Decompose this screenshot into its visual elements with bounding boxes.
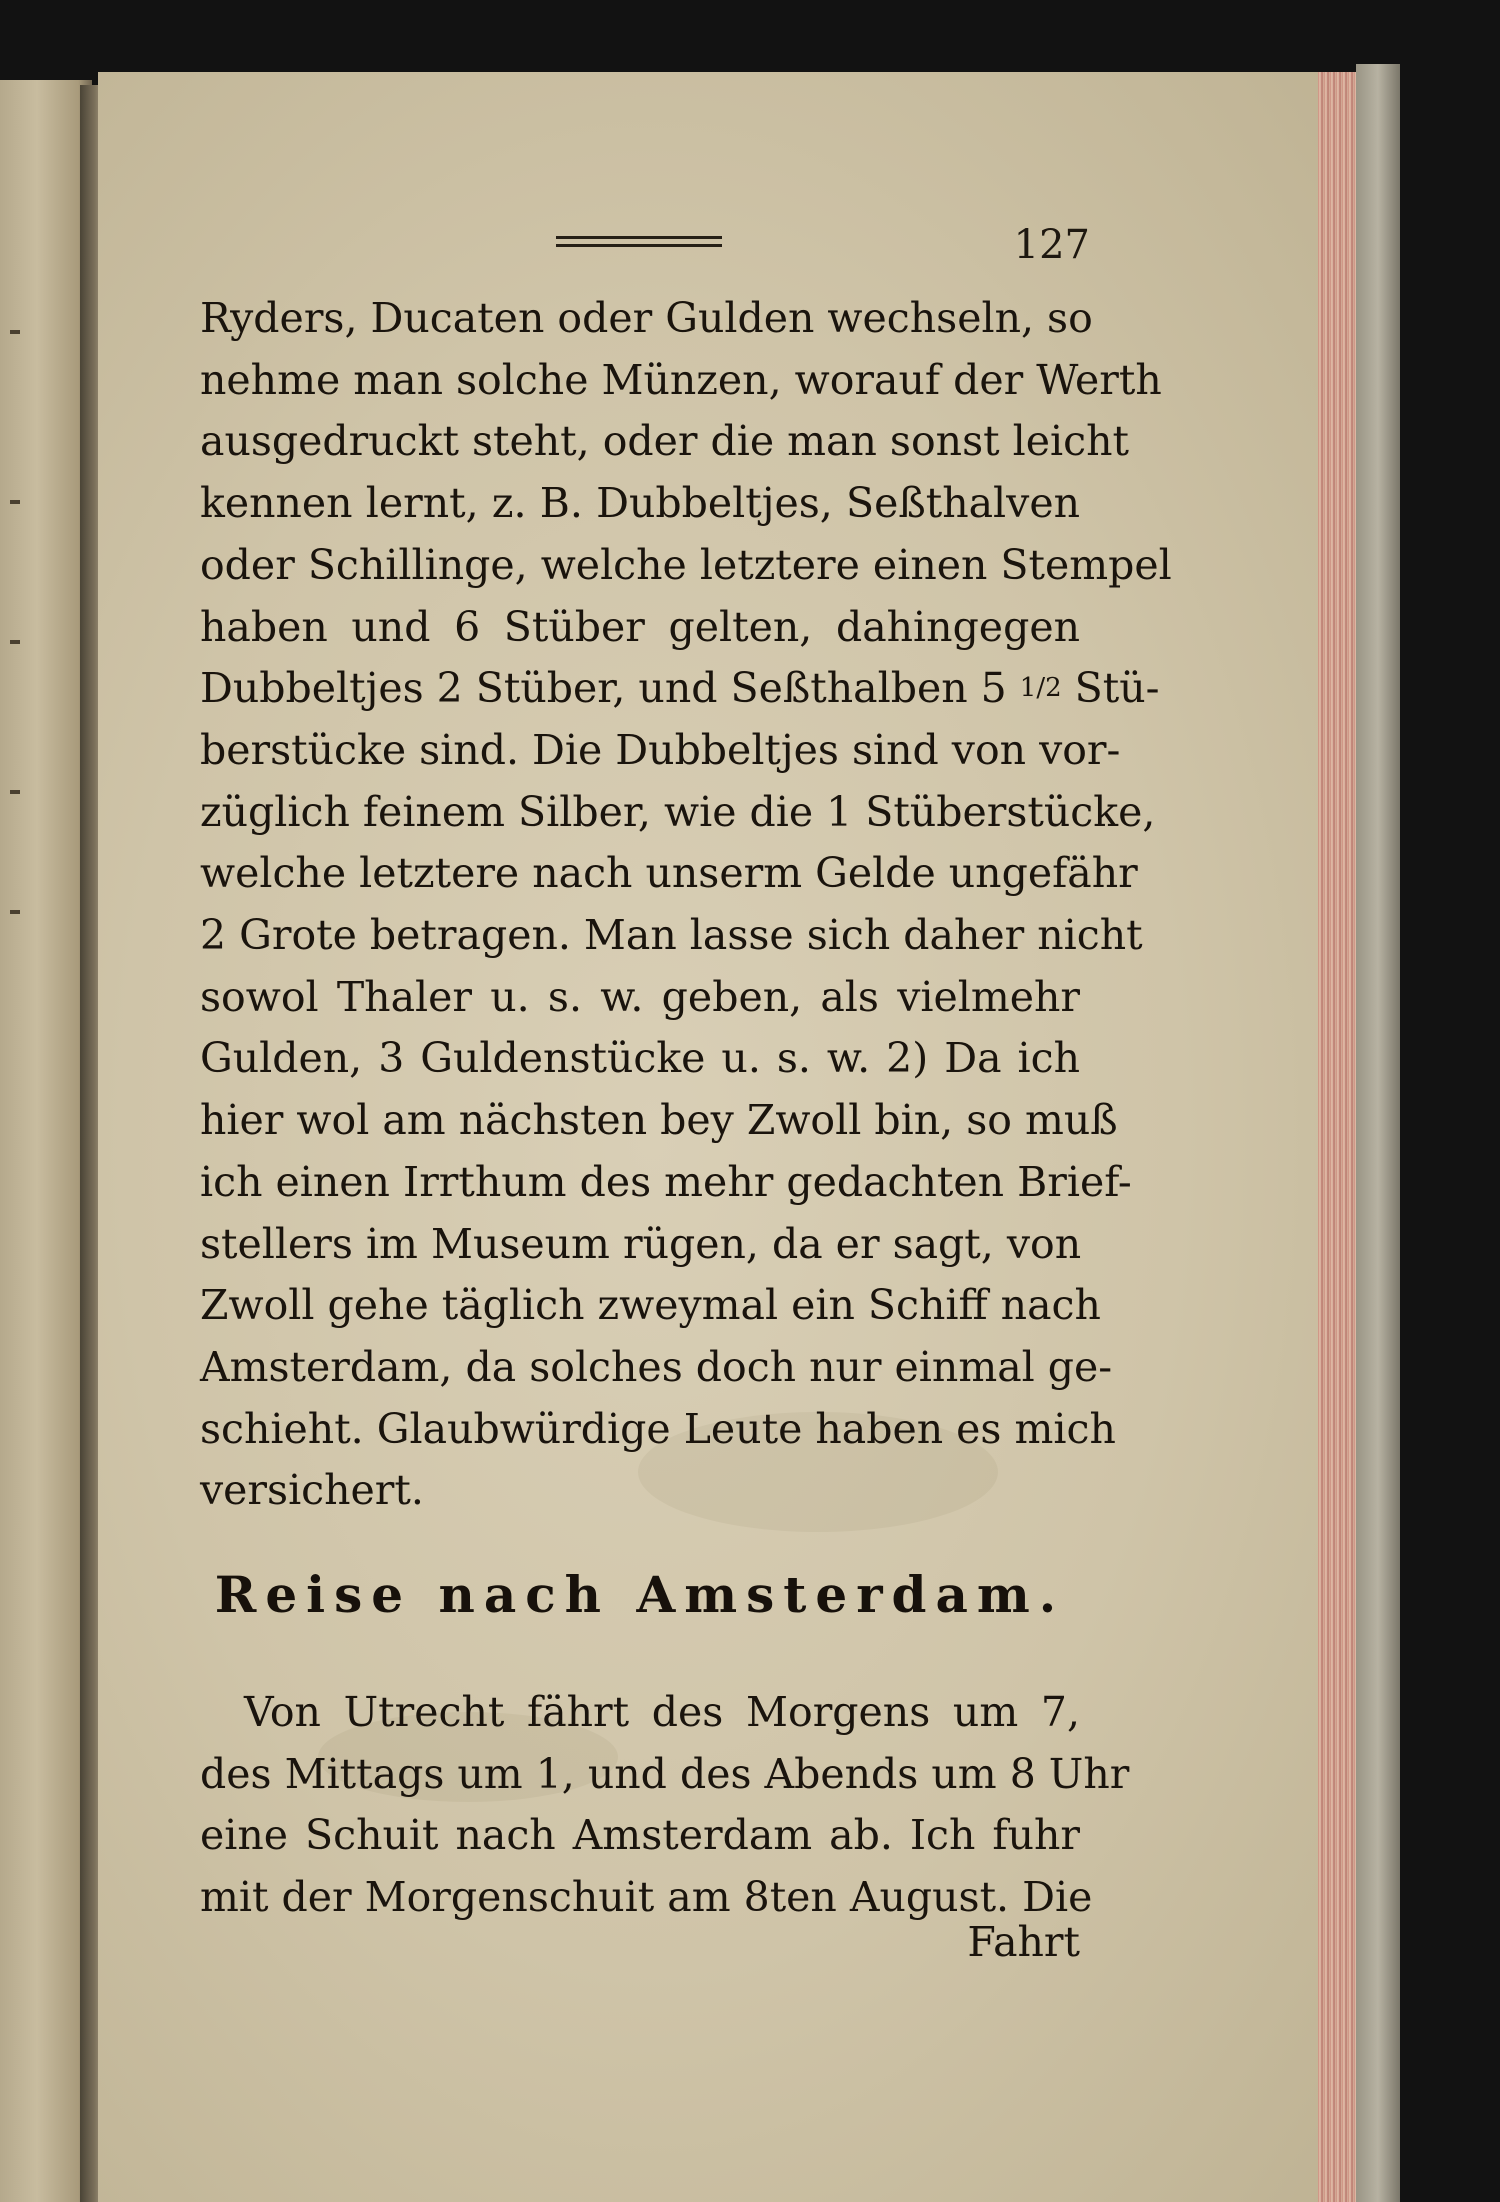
text-line: Gulden, 3 Guldenstücke u. s. w. 2) Da ich — [200, 1034, 1080, 1083]
section-heading: Reise nach Amsterdam. — [214, 1565, 1066, 1624]
text-line: des Mittags um 1, und des Abends um 8 Uhr — [200, 1749, 1130, 1798]
page-number: 127 — [1013, 222, 1090, 268]
fraction: 1/2 — [1019, 673, 1062, 704]
left-page-edge — [0, 80, 92, 2202]
text-line: Ryders, Ducaten oder Gulden wechseln, so — [200, 294, 1093, 342]
text-line: oder Schillinge, welche letztere einen Stempel — [200, 540, 1172, 589]
paragraph-2 — [200, 1682, 1130, 1928]
text-line: haben und 6 Stüber gelten, dahingegen — [200, 602, 1080, 651]
text-line-with-fraction — [200, 658, 1160, 720]
text-line: sowol Thaler u. s. w. geben, als vielmehr — [200, 972, 1080, 1021]
text-line: schieht. Glaubwürdige Leute haben es mich — [200, 1404, 1116, 1453]
text-line: ausgedruckt steht, oder die man sonst leicht — [200, 417, 1129, 466]
text-line: hier wol am nächsten bey Zwoll bin, so muß — [200, 1096, 1118, 1145]
left-page-fragment — [10, 500, 20, 504]
text-line: ich einen Irrthum des mehr gedachten Brief- — [200, 1157, 1132, 1206]
text-line: züglich feinem Silber, wie die 1 Stüberstücke, — [200, 787, 1156, 836]
left-page-fragment — [10, 910, 20, 914]
text-line: eine Schuit nach Amsterdam ab. Ich fuhr — [200, 1811, 1080, 1859]
text-line: Von Utrecht fährt des Morgens um 7, — [244, 1688, 1080, 1736]
left-page-fragment — [10, 330, 20, 334]
text-line: berstücke sind. Die Dubbeltjes sind von vor- — [200, 725, 1121, 774]
text-line: welche letztere nach unserm Gelde ungefähr — [200, 849, 1138, 898]
text-line: 2 Grote betragen. Man lasse sich daher nicht — [200, 911, 1143, 960]
text-line: versichert. — [200, 1466, 424, 1515]
text-segment: Dubbeltjes 2 Stüber, und Seßthalben 5 — [200, 664, 1007, 713]
text-line: Zwoll gehe täglich zweymal ein Schiff nach — [200, 1281, 1101, 1330]
header-double-rule — [556, 234, 722, 250]
text-line: mit der Morgenschuit am 8ten August. Die — [200, 1872, 1093, 1921]
text-segment: Stü- — [1074, 664, 1160, 713]
left-page-fragment — [10, 640, 20, 644]
catchword: Fahrt — [967, 1918, 1080, 1966]
left-page-fragment — [10, 790, 20, 794]
page-fore-edge — [1318, 72, 1358, 2202]
book-cover-edge — [1356, 64, 1400, 2202]
text-line: nehme man solche Münzen, worauf der Werth — [200, 355, 1162, 404]
text-line: Amsterdam, da solches doch nur einmal ge- — [200, 1342, 1113, 1391]
paragraph-1 — [200, 288, 1172, 1522]
text-line: stellers im Museum rügen, da er sagt, von — [200, 1219, 1082, 1268]
text-line: kennen lernt, z. B. Dubbeltjes, Seßthalven — [200, 479, 1080, 528]
